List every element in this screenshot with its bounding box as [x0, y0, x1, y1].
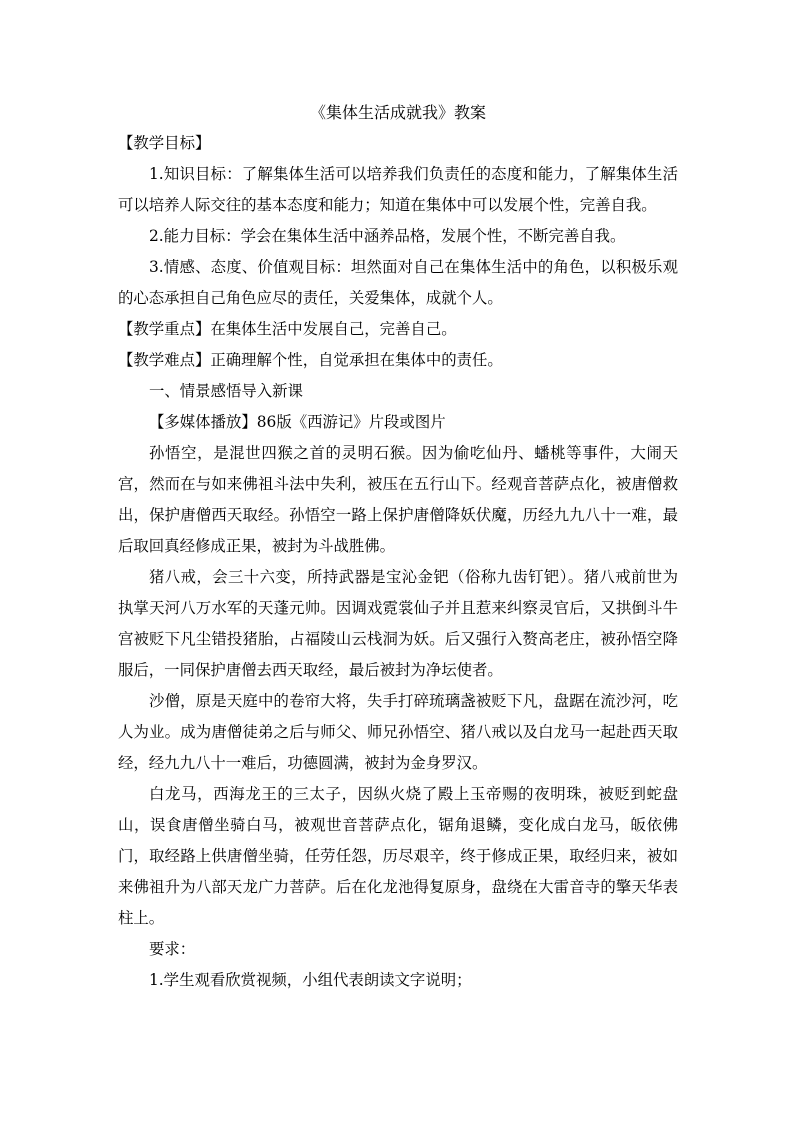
paragraph: 猪八戒，会三十六变，所持武器是宝沁金钯（俗称九齿钉钯）。猪八戒前世为执掌天河八万水军的天蓬元帅。因调戏霓裳仙子并且惹来纠察灵官后，又拱倒斗牛宫被贬下凡尘错投猪胎，占福陵山云栈洞为妖。后又强行入赘高老庄，被孙悟空降服后，一同保护唐僧去西天取经，最后被封为净坛使者。: [118, 568, 678, 679]
paragraph: 一、情景感悟导入新课: [149, 382, 303, 400]
paragraph: 【教学难点】正确理解个性，自觉承担在集体中的责任。: [118, 351, 503, 369]
paragraph: 白龙马，西海龙王的三太子，因纵火烧了殿上玉帝赐的夜明珠，被贬到蛇盘山，误食唐僧坐骑白马，被观世音菩萨点化，锯角退鳞，变化成白龙马，皈依佛门，取经路上供唐僧坐骑，任劳任怨，历尽艰辛，终于修成正果，取经归来，被如来佛祖升为八部天龙广力菩萨。后在化龙池得复原身，盘绕在大雷音寺的擎天华表柱上。: [118, 785, 678, 927]
document-body: [118, 98, 678, 996]
paragraph: 2.能力目标：学会在集体生活中涵养品格，发展个性，不断完善自我。: [149, 227, 626, 245]
paragraph: 【教学目标】: [118, 134, 211, 152]
paragraph: 1.学生观看欣赏视频，小组代表朗读文字说明；: [149, 971, 472, 989]
paragraph: 孙悟空，是混世四猴之首的灵明石猴。因为偷吃仙丹、蟠桃等事件，大闹天宫，然而在与如来佛祖斗法中失利，被压在五行山下。经观音菩萨点化，被唐僧救出，保护唐僧西天取经。孙悟空一路上保护唐僧降妖伏魔，历经九九八十一难，最后取回真经修成正果，被封为斗战胜佛。: [118, 444, 678, 555]
paragraph: 【多媒体播放】86版《西游记》片段或图片: [149, 413, 446, 431]
paragraph: 【教学重点】在集体生活中发展自己，完善自己。: [118, 320, 457, 338]
paragraph: 1.知识目标：了解集体生活可以培养我们负责任的态度和能力，了解集体生活可以培养人际交往的基本态度和能力；知道在集体中可以发展个性，完善自我。: [118, 165, 678, 214]
paragraph: 要求：: [149, 940, 196, 958]
paragraph: 沙僧，原是天庭中的卷帘大将，失手打碎琉璃盏被贬下凡，盘踞在流沙河，吃人为业。成为唐僧徒弟之后与师父、师兄孙悟空、猪八戒以及白龙马一起赴西天取经，经九九八十一难后，功德圆满，被封为金身罗汉。: [118, 692, 678, 772]
paragraph: 3.情感、态度、价值观目标：坦然面对自己在集体生活中的角色，以积极乐观的心态承担自己角色应尽的责任，关爱集体，成就个人。: [118, 258, 678, 307]
document-title: 《集体生活成就我》教案: [309, 103, 486, 122]
paragraph-list: [118, 128, 678, 996]
